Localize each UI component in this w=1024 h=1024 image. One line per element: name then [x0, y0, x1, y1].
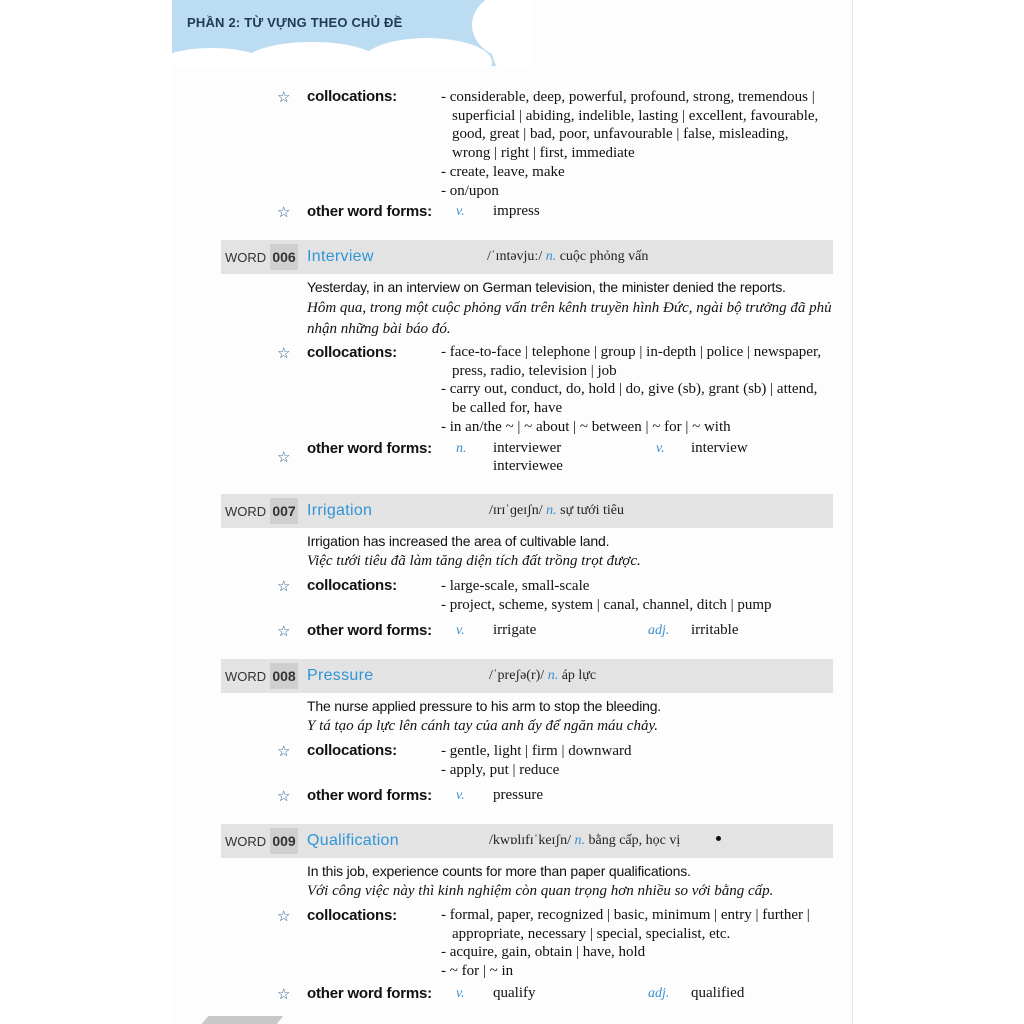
headword: Irrigation — [307, 502, 373, 519]
collocation-line: - create, leave, make — [441, 163, 565, 180]
pronunciation: /kwɒlɪfɪˈkeɪʃn/ — [489, 833, 571, 848]
cloud-decoration — [242, 42, 382, 66]
collocation-line: - gentle, light | firm | downward — [441, 743, 632, 759]
part-of-speech: n. — [456, 441, 467, 456]
word-form: impress — [493, 203, 540, 219]
word-number: 008 — [270, 663, 298, 689]
star-icon: ☆ — [277, 787, 291, 805]
ink-dot — [716, 836, 721, 841]
star-icon: ☆ — [277, 344, 291, 362]
collocation-line: - face-to-face | telephone | group | in-depth | police | newspaper, — [441, 344, 822, 360]
collocation-line: appropriate, necessary | special, specialist, etc. — [452, 925, 731, 942]
collocation-line: - formal, paper, recognized | basic, minimum | entry | further | — [441, 907, 810, 923]
headword: Qualification — [307, 832, 399, 849]
page-corner-decoration — [202, 1016, 284, 1024]
collocation-line: be called for, have — [452, 400, 563, 417]
collocation-line: good, great | bad, poor, unfavourable | false, misleading, — [452, 126, 789, 143]
word-form: irritable — [691, 622, 739, 638]
example-english: In this job, experience counts for more than paper qualifications. — [307, 863, 691, 879]
collocations-label: collocations: — [307, 344, 397, 361]
other-forms-label: other word forms: — [307, 622, 432, 639]
part-of-speech: n. — [574, 833, 585, 848]
pronunciation-line — [487, 249, 648, 265]
example-vietnamese: Y tá tạo áp lực lên cánh tay của anh ấy để ngăn máu chảy. — [307, 718, 659, 734]
part-of-speech: adj. — [648, 623, 670, 638]
star-icon: ☆ — [277, 448, 291, 466]
star-icon: ☆ — [277, 577, 291, 595]
cloud-decoration — [362, 38, 492, 66]
part-of-speech: n. — [547, 668, 559, 683]
word-form: pressure — [493, 787, 543, 803]
collocation-line: wrong | right | first, immediate — [452, 145, 635, 162]
collocations-label: collocations: — [307, 577, 397, 594]
word-form: interviewee — [493, 458, 563, 474]
collocation-line: - apply, put | reduce — [441, 761, 560, 778]
other-forms-label: other word forms: — [307, 985, 432, 1002]
word-number: 009 — [270, 828, 298, 854]
part-of-speech: v. — [456, 623, 465, 638]
star-icon: ☆ — [277, 907, 291, 925]
part-of-speech: v. — [456, 204, 465, 219]
example-vietnamese: Hôm qua, trong một cuộc phỏng vấn trên kênh truyền hình Đức, ngài bộ trưởng đã phủ nhận những bài báo đó. — [307, 300, 832, 337]
pronunciation-line — [489, 833, 680, 849]
section-title: PHẦN 2: TỪ VỰNG THEO CHỦ ĐỀ — [187, 15, 403, 30]
other-forms-label: other word forms: — [307, 440, 432, 457]
star-icon: ☆ — [277, 742, 291, 760]
star-icon: ☆ — [277, 203, 291, 221]
collocation-line: press, radio, television | job — [452, 362, 617, 379]
part-of-speech: v. — [456, 788, 465, 803]
word-tag: WORD — [225, 504, 267, 519]
collocation-line: - on/upon — [441, 182, 499, 199]
other-forms-label: other word forms: — [307, 787, 432, 804]
pronunciation: /ɪrɪˈɡeɪʃn/ — [489, 503, 543, 518]
collocations-list — [441, 88, 831, 200]
word-form: qualified — [691, 985, 745, 1001]
collocations-label: collocations: — [307, 742, 397, 759]
star-icon: ☆ — [277, 622, 291, 640]
collocations-label: collocations: — [307, 907, 397, 924]
section-header-banner — [172, 0, 532, 66]
part-of-speech: v. — [656, 441, 665, 456]
collocation-line: - in an/the ~ | ~ about | ~ between | ~ for | ~ with — [441, 418, 731, 435]
collocation-line: - acquire, gain, obtain | have, hold — [441, 944, 646, 961]
meaning: áp lực — [561, 668, 597, 683]
other-forms-label: other word forms: — [307, 203, 432, 220]
collocations-list — [441, 906, 831, 981]
word-form: interviewer — [493, 440, 562, 456]
star-icon: ☆ — [277, 985, 291, 1003]
collocation-line: - project, scheme, system | canal, channel, ditch | pump — [441, 596, 772, 613]
meaning: bằng cấp, học vị — [588, 833, 681, 848]
part-of-speech: adj. — [648, 986, 670, 1001]
example-english: Irrigation has increased the area of cultivable land. — [307, 533, 610, 549]
pronunciation-line — [489, 503, 624, 519]
star-icon: ☆ — [277, 88, 291, 106]
pronunciation-line — [489, 668, 596, 684]
example-english: The nurse applied pressure to his arm to stop the bleeding. — [307, 698, 661, 714]
example-vietnamese: Với công việc này thì kinh nghiệm còn quan trọng hơn nhiều so với bằng cấp. — [307, 883, 774, 899]
collocation-line: superficial | abiding, indelible, lasting | excellent, favourable, — [452, 107, 819, 124]
meaning: sự tưới tiêu — [560, 503, 624, 518]
word-number: 007 — [270, 498, 298, 524]
example-vietnamese: Việc tưới tiêu đã làm tăng diện tích đất trồng trọt được. — [307, 553, 641, 569]
collocations-list — [441, 742, 831, 779]
headword: Pressure — [307, 667, 374, 684]
word-number: 006 — [270, 244, 298, 270]
collocation-line: - carry out, conduct, do, hold | do, give (sb), grant (sb) | attend, — [441, 381, 818, 398]
word-form: qualify — [493, 985, 536, 1001]
collocation-line: - considerable, deep, powerful, profound, strong, tremendous | — [441, 89, 815, 105]
word-tag: WORD — [225, 834, 267, 849]
word-form: interview — [691, 440, 748, 456]
pronunciation: /ˈpreʃə(r)/ — [489, 668, 545, 683]
part-of-speech: v. — [456, 986, 465, 1001]
word-tag: WORD — [225, 669, 267, 684]
pronunciation: /ˈɪntəvjuː/ — [487, 249, 543, 264]
headword: Interview — [307, 248, 374, 265]
example-english: Yesterday, in an interview on German television, the minister denied the reports. — [307, 279, 786, 295]
word-form: irrigate — [493, 622, 537, 638]
part-of-speech: n. — [545, 249, 557, 264]
collocations-list — [441, 343, 831, 437]
meaning: cuộc phỏng vấn — [559, 249, 649, 264]
collocations-list — [441, 577, 831, 614]
collocation-line: - ~ for | ~ in — [441, 963, 514, 980]
part-of-speech: n. — [546, 503, 557, 518]
word-tag: WORD — [225, 250, 267, 265]
collocations-label: collocations: — [307, 88, 397, 105]
collocation-line: - large-scale, small-scale — [441, 578, 590, 594]
